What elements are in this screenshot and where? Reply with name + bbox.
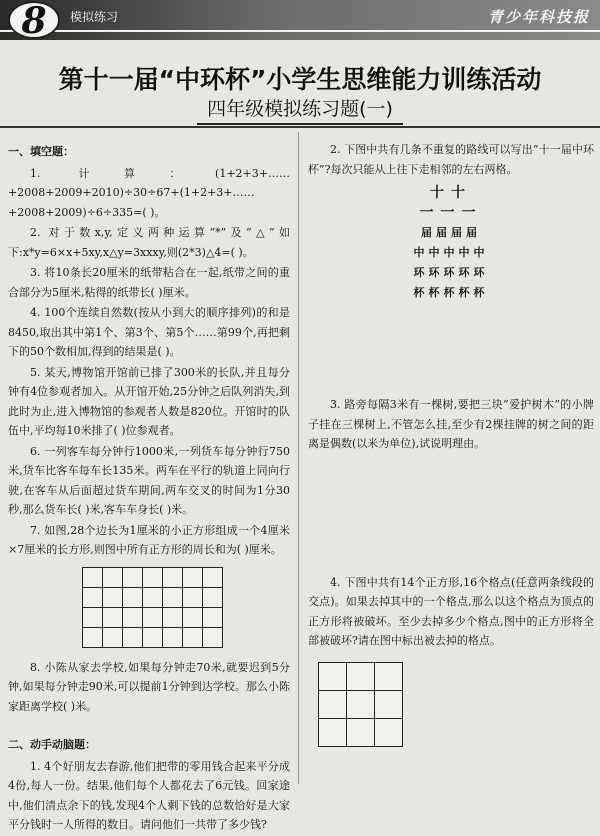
grid-cell: [103, 607, 123, 627]
subtitle: 四年级模拟练习题(一): [197, 94, 403, 125]
problem-4: 4. 下图中共有14个正方形,16个格点(任意两条线段的交点)。如果去掉其中的一个格点,那么以这个格点为顶点的正方形将被破坏。至少去掉多少个格点,图中的正方形将全部被破坏?请在图中标出被去掉的格点。: [308, 575, 594, 647]
pyramid-row-1: 十十: [430, 185, 472, 201]
grid-cell: [163, 567, 183, 587]
pyramid-row-5: 环环环环环: [413, 266, 489, 279]
question-8: 8. 小陈从家去学校,如果每分钟走70米,就要迟到5分钟,如果每分钟走90米,可以提前1分钟到达学校。那么小陈家距离学校( )米。: [8, 660, 290, 713]
grid-cell: [183, 627, 203, 647]
grid-cell: [163, 607, 183, 627]
grid-cell: [319, 690, 347, 718]
question-1: 1. 计算：(1+2+3+……+2008+2009+2010)÷30÷67+(1+2+3+……+2008+2009)÷6÷335=( )。: [8, 166, 290, 219]
grid-cell: [103, 567, 123, 587]
pyramid-row-6: 杯杯杯杯杯: [413, 286, 489, 299]
issue-number-badge: 8: [8, 1, 60, 39]
question-3: 3. 将10条长20厘米的纸带粘合在一起,纸带之间的重合部分为5厘米,粘得的纸带长( )厘米。: [8, 266, 290, 299]
title-rule: [0, 126, 600, 128]
grid-cell: [143, 607, 163, 627]
rect-grid-figure: [8, 561, 290, 658]
rect-grid-4x7: [82, 567, 223, 648]
main-title: 第十一届“中环杯”小学生思维能力训练活动: [58, 65, 542, 94]
subtitle-wrap: [0, 94, 600, 125]
grid-cell: [203, 567, 223, 587]
question-4: 4. 100个连续自然数(按从小到大的顺序排列)的和是8450,取出其中第1个、第3个、第5个……第99个,再把剩下的50个数相加,得到的结果是( )。: [8, 306, 290, 358]
grid-cell: [203, 627, 223, 647]
pyramid-row-3: 届届届届: [421, 226, 481, 239]
grid-cell: [143, 627, 163, 647]
column-divider: [298, 132, 299, 784]
grid-cell: [183, 567, 203, 587]
section1-heading: 一、填空题：: [8, 145, 74, 158]
grid-cell: [83, 587, 103, 607]
square-grid-3x3: [318, 662, 403, 747]
grid-cell: [375, 718, 403, 746]
grid-cell: [123, 587, 143, 607]
grid-cell: [319, 662, 347, 690]
grid-cell: [347, 690, 375, 718]
grid-cell: [183, 607, 203, 627]
section2-heading: 二、动手动脑题：: [8, 738, 96, 751]
question-6: 6. 一列客车每分钟行1000米,一列货车每分钟行750米,货车比客车每车长135米。两车在平行的轨道上同向行驶,在客车从后面超过货车期间,两车交叉的时间为1分30秒,那么货车长( )米,客车车身长( )米。: [8, 444, 290, 516]
grid-cell: [103, 627, 123, 647]
grid-cell: [83, 607, 103, 627]
pyramid-row-2: 一一一: [419, 205, 483, 221]
grid-cell: [203, 607, 223, 627]
grid-cell: [123, 607, 143, 627]
header-rule: [0, 30, 600, 32]
grid-cell: [83, 627, 103, 647]
right-column: [308, 140, 594, 747]
problem-1: 1. 4个好朋友去春游,他们把带的零用钱合起来平分成4份,每人一份。结果,他们每个人都花去了6元钱。回家途中,他们清点余下的钱,发现4个人剩下钱的总数恰好是大家平分钱时一人所得的数目。请问他们一共带了多少钱?: [8, 759, 290, 831]
grid-cell: [143, 567, 163, 587]
grid-cell: [123, 567, 143, 587]
question-2: 2. 对于数x,y,定义两种运算“*”及“△”如下:x*y=6×x+5xy,x△y=3xxxy,则(2*3)△4=( )。: [8, 226, 290, 259]
grid-cell: [103, 587, 123, 607]
magazine-logo: 青少年科技报: [487, 8, 590, 26]
question-5: 5. 某天,博物馆开馆前已排了300米的长队,并且每分钟有4位参观者加入。从开馆开始,25分钟之后队列消失,到此时为止,进入博物馆的参观者人数是820位。开馆时的队伍中,平均每10米排了( )位参观者。: [8, 365, 290, 437]
grid-cell: [347, 718, 375, 746]
grid-cell: [319, 718, 347, 746]
question-7: 7. 如图,28个边长为1厘米的小正方形组成一个4厘米×7厘米的长方形,则图中所有正方形的周长和为( )厘米。: [8, 523, 290, 556]
grid-cell: [183, 587, 203, 607]
grid-cell: [83, 567, 103, 587]
grid-cell: [347, 662, 375, 690]
grid-cell: [375, 690, 403, 718]
section-label: 模拟练习: [70, 10, 119, 24]
problem-2: 2. 下图中共有几条不重复的路线可以写出“十一届中环杯”?每次只能从上往下走相邻的左右两格。: [308, 143, 594, 176]
square-grid-figure: [308, 652, 594, 747]
header-band: [0, 0, 600, 40]
grid-cell: [203, 587, 223, 607]
character-pyramid: [308, 183, 594, 303]
pyramid-row-4: 中中中中中: [413, 246, 489, 259]
problem-3: 3. 路旁每隔3米有一棵树,要把三块“爱护树木”的小牌子挂在三棵树上,不管怎么挂,至少有2棵挂牌的树之间的距离是偶数(以米为单位),试说明理由。: [308, 398, 594, 450]
grid-cell: [123, 627, 143, 647]
grid-cell: [143, 587, 163, 607]
grid-cell: [163, 587, 183, 607]
left-column: [8, 140, 290, 836]
grid-cell: [375, 662, 403, 690]
grid-cell: [163, 627, 183, 647]
